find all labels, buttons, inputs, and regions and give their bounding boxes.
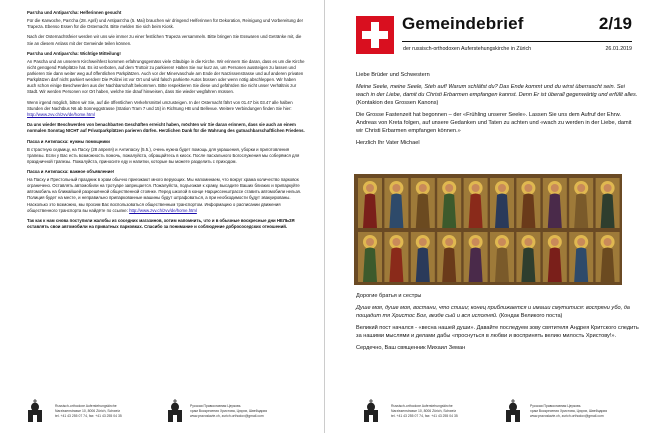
saint-figure	[596, 232, 620, 282]
issue-number: 2/19	[598, 14, 632, 33]
saint-figure	[411, 178, 435, 228]
left-footer-german-address	[55, 404, 122, 419]
paragraph-text: Für die Karwoche, Pas'cha (28. April) und Antipas'cha (5. Mai) brauchen wir dringend Helferinnen für Dekoration, Reinigung und Vorbereitung der Trapeza. Ebenso Essen für die Osternacht. Bitte melden Sie sich beim Kiosk.	[27, 18, 304, 30]
footer-line: Русская Православная Церковь	[190, 404, 241, 408]
right-footer	[326, 396, 650, 426]
notice-paragraph	[27, 122, 305, 134]
greeting: Liebe Brüder und Schwestern	[356, 72, 430, 78]
letter-body: Великий пост начался - «весна нашей души». Давайте последуем зову святителя Андрея Критского следить за нашими мыслями и делами дабы «проснуться в любви и воспринять велию милость Христову!».	[356, 324, 639, 339]
left-footer	[0, 396, 324, 426]
paragraph-text: В страстную седмицу, на Пасху (28 апреля) и Антипасху (5.5.), очень нужна будет помощь для украшения, уборки и приготовления трапезы. Если у Вас есть возможность помочь, пожалуйста, обращайтесь в киоск. После пасхального Богослужения мы соберёмся для праздничной трапезы. Пожалуйста, приносите еду и напитки, которые вы можете разделить с приходом.	[27, 146, 300, 164]
section-heading	[27, 51, 305, 57]
transit-link[interactable]: http://www.zvv.ch/zvv/de/home.html	[129, 207, 197, 213]
paragraph-text: Пасха и Антипасха: нужны помощники	[27, 138, 110, 144]
newsletter-subtitle: der russisch-orthodoxen Auferstehungskirche in Zürich	[403, 46, 532, 52]
signature: Herzlich Ihr Vater Michael	[356, 139, 420, 146]
saint-figure	[358, 178, 382, 228]
paragraph-text: Wenn irgend möglich, bitten wir Sie, auf die öffentlichen Verkehrsmittel umzusteigen. In der Osternacht fährt von 01.47 bis 03.47 alle halben Stunden der Nachtbus N6 ab Sonneggstrasse (Station Tram 7 und 15) in Richtung HB und Bellevue. Weitere Verbindungen finden Sie hier:	[27, 99, 293, 111]
footer-line: tel. +41 43 255 07 74, fax: +41 43 255 04 35	[55, 413, 122, 418]
left-article-column	[27, 10, 305, 234]
paragraph-text: Pas'cha und Antipas'cha: Wichtige Mitteilung!	[27, 50, 121, 56]
footer-line: www.pravoslavie.ch, zurich.orthodox@gmail.com	[190, 413, 264, 418]
saint-figure	[569, 232, 593, 282]
paragraph-text: An Pascha und an unserem Kirchweihfest kommen erfahrungsgemäss viele Gläubige in die Kirche. Wir erinnern Sie daran, dass es um die Kirche nicht genügend Parkplätze hat. Es ist verboten, auf dem Trottoir zu parkieren! Halten Sie nur kurz an, um Personen aussteigen zu lassen und parkieren Sie dann weiter weg auf öffentlichen Parkplätzen. Auch vor der Minervaschule am Ende der Narzissenstrasse und auf anderen privaten Parkplätzen darf nicht parkiert werden! Die Polizei ist vor Ort und wird falsch parkierte Autos büssen oder wenn nötig abschleppen. Wir haben auch schon einige Beschwerden aus der Nachbarschaft bekommen. Bitte respektieren Sie diese und gefährden Sie nicht unser Verhältnis zur Stadt. Wir werden Personen vor Ort haben, welche Sie drauf hinweisen, dass Sie wieder wegfahren müssen.	[27, 58, 305, 95]
quote-text: Meine Seele, meine Seele, Steh auf! Warum schläfst du? Das Ende kommt und du wirst überrascht sein. Sei wach in der Liebe, damit du Christi Erbarmen empfangen kannst. Denn Er ist überall gegenwärtig und erfüllt alles.	[356, 83, 638, 98]
greeting: Дорогие братья и сестры	[356, 293, 422, 299]
saint-figure	[437, 178, 461, 228]
quote-source: (Kontakion des Grossen Kanons)	[356, 99, 439, 106]
paragraph	[27, 177, 305, 214]
quote	[356, 84, 639, 108]
saint-figure	[569, 178, 593, 228]
saint-figure	[437, 232, 461, 282]
icon-of-saints-image	[354, 174, 622, 285]
saint-figure	[464, 178, 488, 228]
paragraph	[27, 34, 305, 46]
saint-figure	[516, 232, 540, 282]
quote	[356, 305, 639, 321]
footer-line: Narzissenstrasse 10, 8006 Zürich, Schweiz	[391, 408, 457, 413]
saint-figure	[464, 232, 488, 282]
footer-line: храм Воскресения Христова, Цюрих, Швейцария	[190, 408, 268, 413]
header-divider	[402, 41, 632, 42]
paragraph	[27, 147, 305, 165]
quote-text: Душе моя, душе моя, востани, что спиши; конец приближается и имаши смутитися: воспряни убо, да пощадит тя Христос Бог, везде сый и вся исполняй.	[356, 304, 630, 319]
church-emblem-icon	[360, 398, 382, 424]
right-footer-russian-address	[530, 404, 607, 419]
saint-figure	[543, 232, 567, 282]
church-emblem-icon	[502, 398, 524, 424]
paragraph-text: Пасха и Антипасха: важное объявление!	[27, 169, 115, 175]
footer-line: храм Воскресения Христова, Цюрих, Швейцария	[530, 408, 608, 413]
paragraph-text: Nach der Osternachtsfeier werden wir uns wie immer zu einer festlichen Trapeza versammeln. Bitte bringen Sie Esswaren und Getränke mit, die Sie an diesem Anlass mit der Gemeinde teilen können.	[27, 34, 302, 46]
right-footer-german-address	[391, 404, 458, 419]
section-heading	[27, 10, 305, 16]
paragraph	[27, 59, 305, 96]
paragraph	[27, 18, 305, 30]
paragraph-text: Так как к нам снова поступили жалобы из соседних магазинов, хотим напомнить, что и в обычные воскресные дни НЕЛЬЗЯ оставлять свои автомобили на приватных парковках. Спасибо за понимание и соблюдение добрососедских отношений.	[27, 217, 295, 230]
church-emblem-icon	[24, 398, 46, 424]
section-heading	[27, 169, 305, 175]
signature: Сердечно, Ваш священник Михаил Земан	[356, 344, 466, 351]
saint-figure	[490, 178, 514, 228]
paragraph	[27, 100, 305, 118]
paragraph-text: Pas'cha und Antipas'cha: Helferinnen gesucht	[27, 10, 122, 15]
transit-link[interactable]: http://www.zvv.ch/zvv/de/home.html	[27, 111, 95, 117]
paragraph-text: Da uns wieder Beschwerden von benachbarten Geschäften erreicht haben, möchten wir Sie daran erinnern, dass sie auch an einem normalen Sonntag NICHT auf Privatparkplätzen parieren dürfen. Herzlichen Dank für die Wahrung des gutnachbarschaftlichen Friedens.	[27, 122, 305, 134]
section-heading	[27, 139, 305, 145]
russian-letter	[356, 293, 639, 357]
church-emblem-icon	[164, 398, 186, 424]
right-page	[326, 0, 650, 433]
footer-line: www.pravoslavie.ch, zurich.orthodox@gmail.com	[530, 413, 604, 418]
saint-figure	[543, 178, 567, 228]
saint-figure	[411, 232, 435, 282]
newsletter-date: 26.01.2019	[605, 46, 632, 52]
german-letter	[356, 72, 639, 152]
paragraph-text: На Пасху и Престольный праздник в храм обычно приезжают много верующих. Мы напоминаем, что вокруг храма количество парковок ограничено. Оставлять автомобили на тротуаре запрещается. Пожалуйста, подъезжая к храму, высадите Ваших близких и припаркуйте автомобиль на ближайшей разрешённой общественной стоянке. Перед школой в конце Нарциссенштрассе ставить автомобили нельзя. Полиция будет на месте, и неправильно припаркованные машины будут штрафоваться, а при необходимости будут эвакуированы. Насколько это возможно, мы просим Вас воспользоваться общественным транспортом. Информацию о расписании движения общественного транспорта вы найдёте по ссылке:	[27, 177, 302, 213]
footer-line: tel. +41 43 255 07 74, fax: +41 43 255 04 35	[391, 413, 458, 418]
saint-figure	[596, 178, 620, 228]
footer-line: Russisch-orthodoxe Auferstehungskirche	[391, 404, 453, 408]
letter-body: Die Grosse Fastenzeit hat begonnen – der «Frühling unserer Seele». Lassen Sie uns dem Aufruf der Ehrw. Andreas von Kreta folgen, auf unsere Gedanken und Taten zu achten und «wach zu werden in der Liebe, damit wir Christi Erbarmen empfangen können.»	[356, 111, 632, 134]
swiss-flag-icon	[356, 16, 394, 54]
saint-figure	[490, 232, 514, 282]
quote-source: (Кондак Великого поста)	[499, 312, 563, 319]
saint-figure	[516, 178, 540, 228]
saint-figure	[384, 178, 408, 228]
notice-paragraph	[27, 218, 305, 230]
footer-line: Русская Православная Церковь	[530, 404, 581, 408]
newsletter-title: Gemeindebrief	[402, 14, 524, 33]
footer-line: Russisch-orthodoxe Auferstehungskirche	[55, 404, 117, 408]
saint-figure	[358, 232, 382, 282]
saint-figure	[384, 232, 408, 282]
footer-line: Narzissenstrasse 10, 8006 Zürich, Schweiz	[55, 408, 121, 413]
left-footer-russian-address	[190, 404, 267, 419]
